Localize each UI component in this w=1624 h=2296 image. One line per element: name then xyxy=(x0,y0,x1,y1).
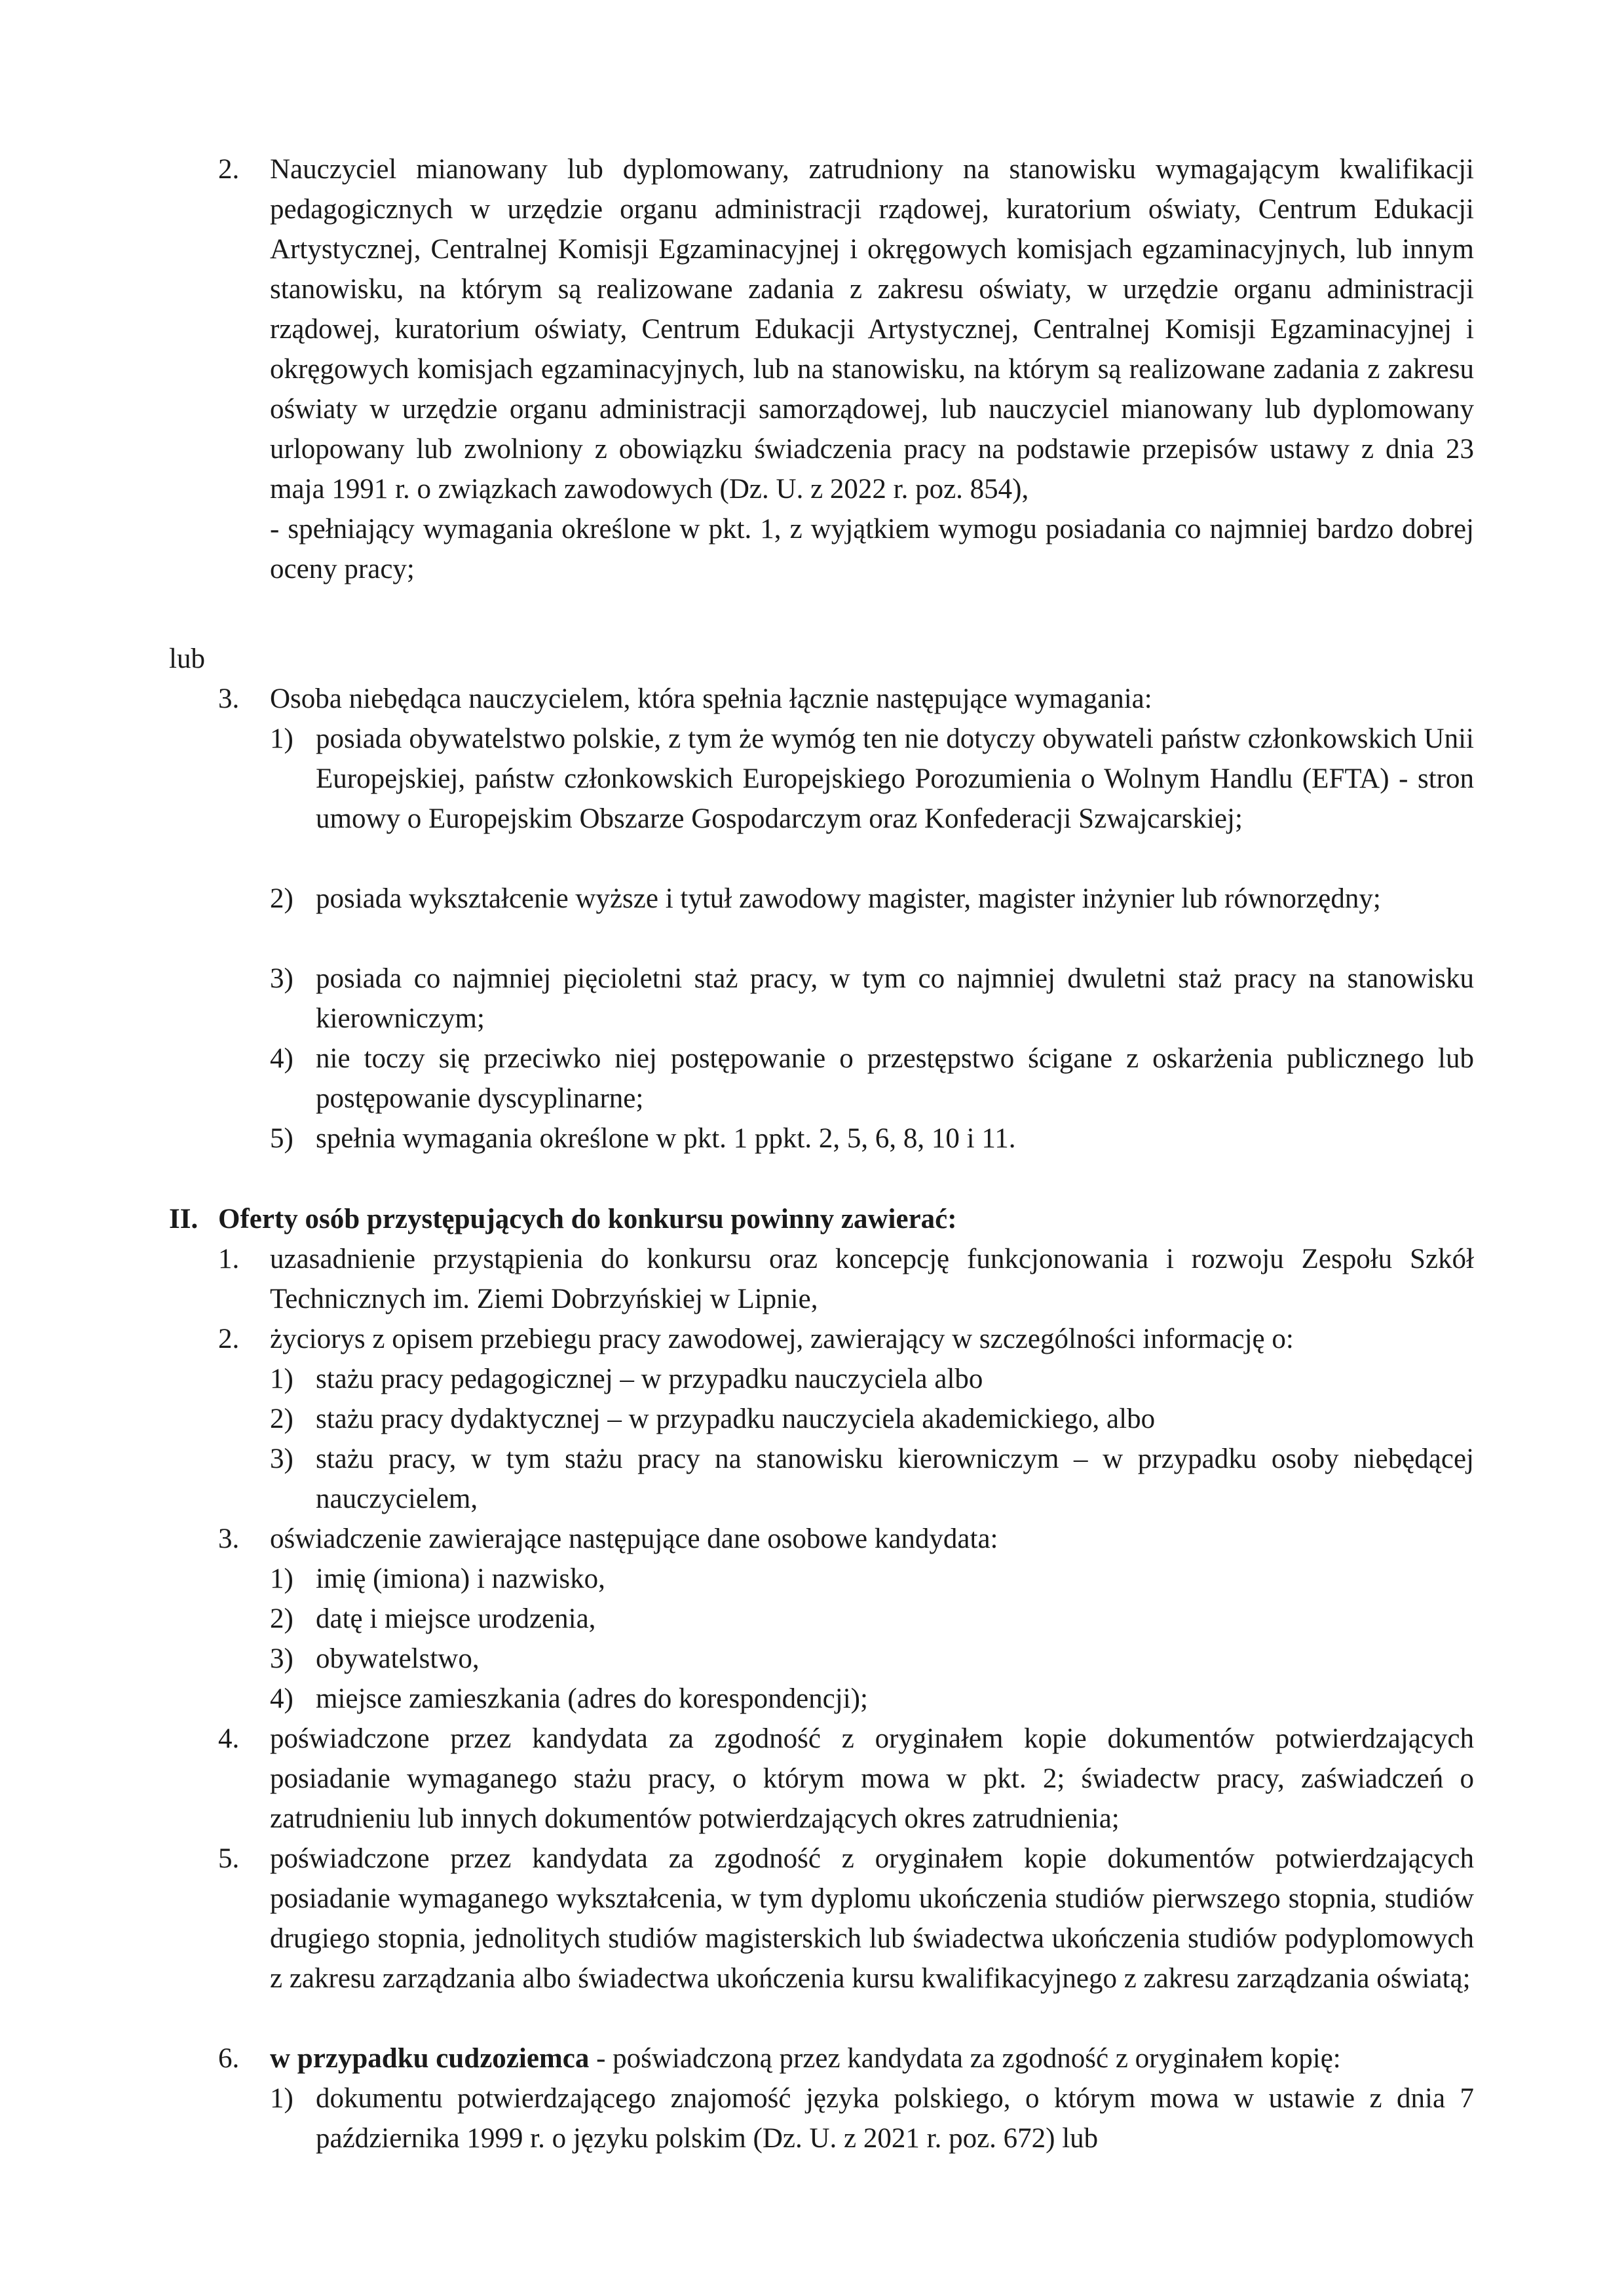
section-2-item-2-sub-2-number: 2) xyxy=(270,1404,293,1434)
item-3-sub-2-number: 2) xyxy=(270,883,293,914)
item-3-sub-1-number: 1) xyxy=(270,723,293,754)
section-2-item-3-sub-4-number: 4) xyxy=(270,1683,293,1714)
item-3-sub-3-text: posiada co najmniej pięcioletni staż pracy, w tym co najmniej dwuletni staż pracy na stanowisku kierowniczym; xyxy=(316,963,1474,1034)
section-2-item-2-sub-1-text: stażu pracy pedagogicznej – w przypadku nauczyciela albo xyxy=(316,1364,983,1394)
item-2-block xyxy=(270,149,1474,589)
item-3-sub-3-number: 3) xyxy=(270,963,293,994)
section-2-item-3-sub-2-number: 2) xyxy=(270,1603,293,1634)
lub-separator: lub xyxy=(169,643,205,674)
section-2-item-3-sub-3-text: obywatelstwo, xyxy=(316,1643,480,1674)
section-2-item-2-sub-3-number: 3) xyxy=(270,1444,293,1474)
section-2-item-2-sub-2-text: stażu pracy dydaktycznej – w przypadku nauczyciela akademickiego, albo xyxy=(316,1404,1156,1434)
item-3-sub-5-text: spełnia wymagania określone w pkt. 1 ppkt. 2, 5, 6, 8, 10 i 11. xyxy=(316,1123,1016,1154)
item-3-sub-4-text: nie toczy się przeciwko niej postępowanie o przestępstwo ścigane z oskarżenia publicznego lub postępowanie dyscyplinarne; xyxy=(316,1043,1474,1114)
section-2-item-1-number: 1. xyxy=(218,1244,240,1274)
section-2-item-6-sub-1-text: dokumentu potwierdzającego znajomość języka polskiego, o którym mowa w ustawie z dnia 7 października 1999 r. o języku polskim (Dz. U. z 2021 r. poz. 672) lub xyxy=(316,2083,1474,2154)
item-3-number: 3. xyxy=(218,683,240,714)
section-2-item-6-paragraph xyxy=(270,2038,1474,2078)
item-2-number: 2. xyxy=(218,154,240,185)
section-2-item-5-text: poświadczone przez kandydata za zgodność z oryginałem kopie dokumentów potwierdzających posiadanie wymaganego wykształcenia, w tym dyplomu ukończenia studiów pierwszego stopnia, studiów drugiego stopnia, jednolitych studiów magisterskich lub świadectwa ukończenia studiów podyplomowych z zakresu zarządzania albo świadectwa ukończenia kursu kwalifikacyjnego z zakresu zarządzania oświatą; xyxy=(270,1843,1474,1994)
section-2-item-3-text: oświadczenie zawierające następujące dane osobowe kandydata: xyxy=(270,1523,998,1554)
section-2-number: II. xyxy=(169,1204,198,1234)
section-2-item-2-sub-1-number: 1) xyxy=(270,1364,293,1394)
section-2-item-2-text: życiorys z opisem przebiegu pracy zawodowej, zawierający w szczególności informację o: xyxy=(270,1324,1294,1354)
item-2-text: Nauczyciel mianowany lub dyplomowany, zatrudniony na stanowisku wymagającym kwalifikacji pedagogicznych w urzędzie organu administracji rządowej, kuratorium oświaty, Centrum Edukacji Artystycznej, Centralnej Komisji Egzaminacyjnej i okręgowych komisjach egzaminacyjnych, lub innym stanowisku, na którym są realizowane zadania z zakresu oświaty, w urzędzie organu administracji rządowej, kuratorium oświaty, Centrum Edukacji Artystycznej, Centralnej Komisji Egzaminacyjnej i okręgowych komisjach egzaminacyjnych, lub na stanowisku, na którym są realizowane zadania z zakresu oświaty w urzędzie organu administracji samorządowej, lub nauczyciel mianowany lub dyplomowany urlopowany lub zwolniony z obowiązku świadczenia pracy na podstawie przepisów ustawy z dnia 23 maja 1991 r. o związkach zawodowych (Dz. U. z 2022 r. poz. 854), xyxy=(270,154,1474,505)
item-3-block xyxy=(270,679,1474,719)
item-3-sub-1-text: posiada obywatelstwo polskie, z tym że wymóg ten nie dotyczy obywateli państw członkowskich Unii Europejskiej, państw członkowskich Europejskiego Porozumienia o Wolnym Handlu (EFTA) - stron umowy o Europejskim Obszarze Gospodarczym oraz Konfederacji Szwajcarskiej; xyxy=(316,723,1474,834)
section-2-item-6-sub-1-number: 1) xyxy=(270,2083,293,2114)
section-2-item-2-number: 2. xyxy=(218,1324,240,1354)
item-2-dash-text: - spełniający wymagania określone w pkt. 1, z wyjątkiem wymogu posiadania co najmniej bardzo dobrej oceny pracy; xyxy=(270,514,1474,584)
item-3-text: Osoba niebędąca nauczycielem, która spełnia łącznie następujące wymagania: xyxy=(270,683,1152,714)
item-3-sub-5-number: 5) xyxy=(270,1123,293,1154)
section-2-item-4-number: 4. xyxy=(218,1723,240,1754)
item-3-sub-2-text: posiada wykształcenie wyższe i tytuł zawodowy magister, magister inżynier lub równorzędny; xyxy=(316,883,1381,914)
section-2-heading: Oferty osób przystępujących do konkursu powinny zawierać: xyxy=(218,1204,957,1234)
section-2-item-3-sub-1-number: 1) xyxy=(270,1563,293,1594)
section-2-item-3-sub-2-text: datę i miejsce urodzenia, xyxy=(316,1603,596,1634)
section-2-item-3-sub-4-text: miejsce zamieszkania (adres do korespondencji); xyxy=(316,1683,868,1714)
section-2-item-5-number: 5. xyxy=(218,1843,240,1874)
section-2-item-2-sub-3-text: stażu pracy, w tym stażu pracy na stanowisku kierowniczym – w przypadku osoby niebędącej nauczycielem, xyxy=(316,1444,1474,1514)
section-2-item-1-text: uzasadnienie przystąpienia do konkursu oraz koncepcję funkcjonowania i rozwoju Zespołu Szkół Technicznych im. Ziemi Dobrzyńskiej w Lipnie, xyxy=(270,1244,1474,1314)
section-2-item-6-text: - poświadczoną przez kandydata za zgodność z oryginałem kopię: xyxy=(589,2043,1341,2074)
section-2-item-3-sub-3-number: 3) xyxy=(270,1643,293,1674)
section-2-item-4-text: poświadczone przez kandydata za zgodność z oryginałem kopie dokumentów potwierdzających posiadanie wymaganego stażu pracy, o którym mowa w pkt. 2; świadectw pracy, zaświadczeń o zatrudnieniu lub innych dokumentów potwierdzających okres zatrudnienia; xyxy=(270,1723,1474,1834)
section-2-item-3-number: 3. xyxy=(218,1523,240,1554)
section-2-item-3-sub-1-text: imię (imiona) i nazwisko, xyxy=(316,1563,605,1594)
section-2-item-6-bold: w przypadku cudzoziemca xyxy=(270,2043,590,2074)
section-2-item-6-number: 6. xyxy=(218,2043,240,2074)
item-3-sub-4-number: 4) xyxy=(270,1043,293,1074)
